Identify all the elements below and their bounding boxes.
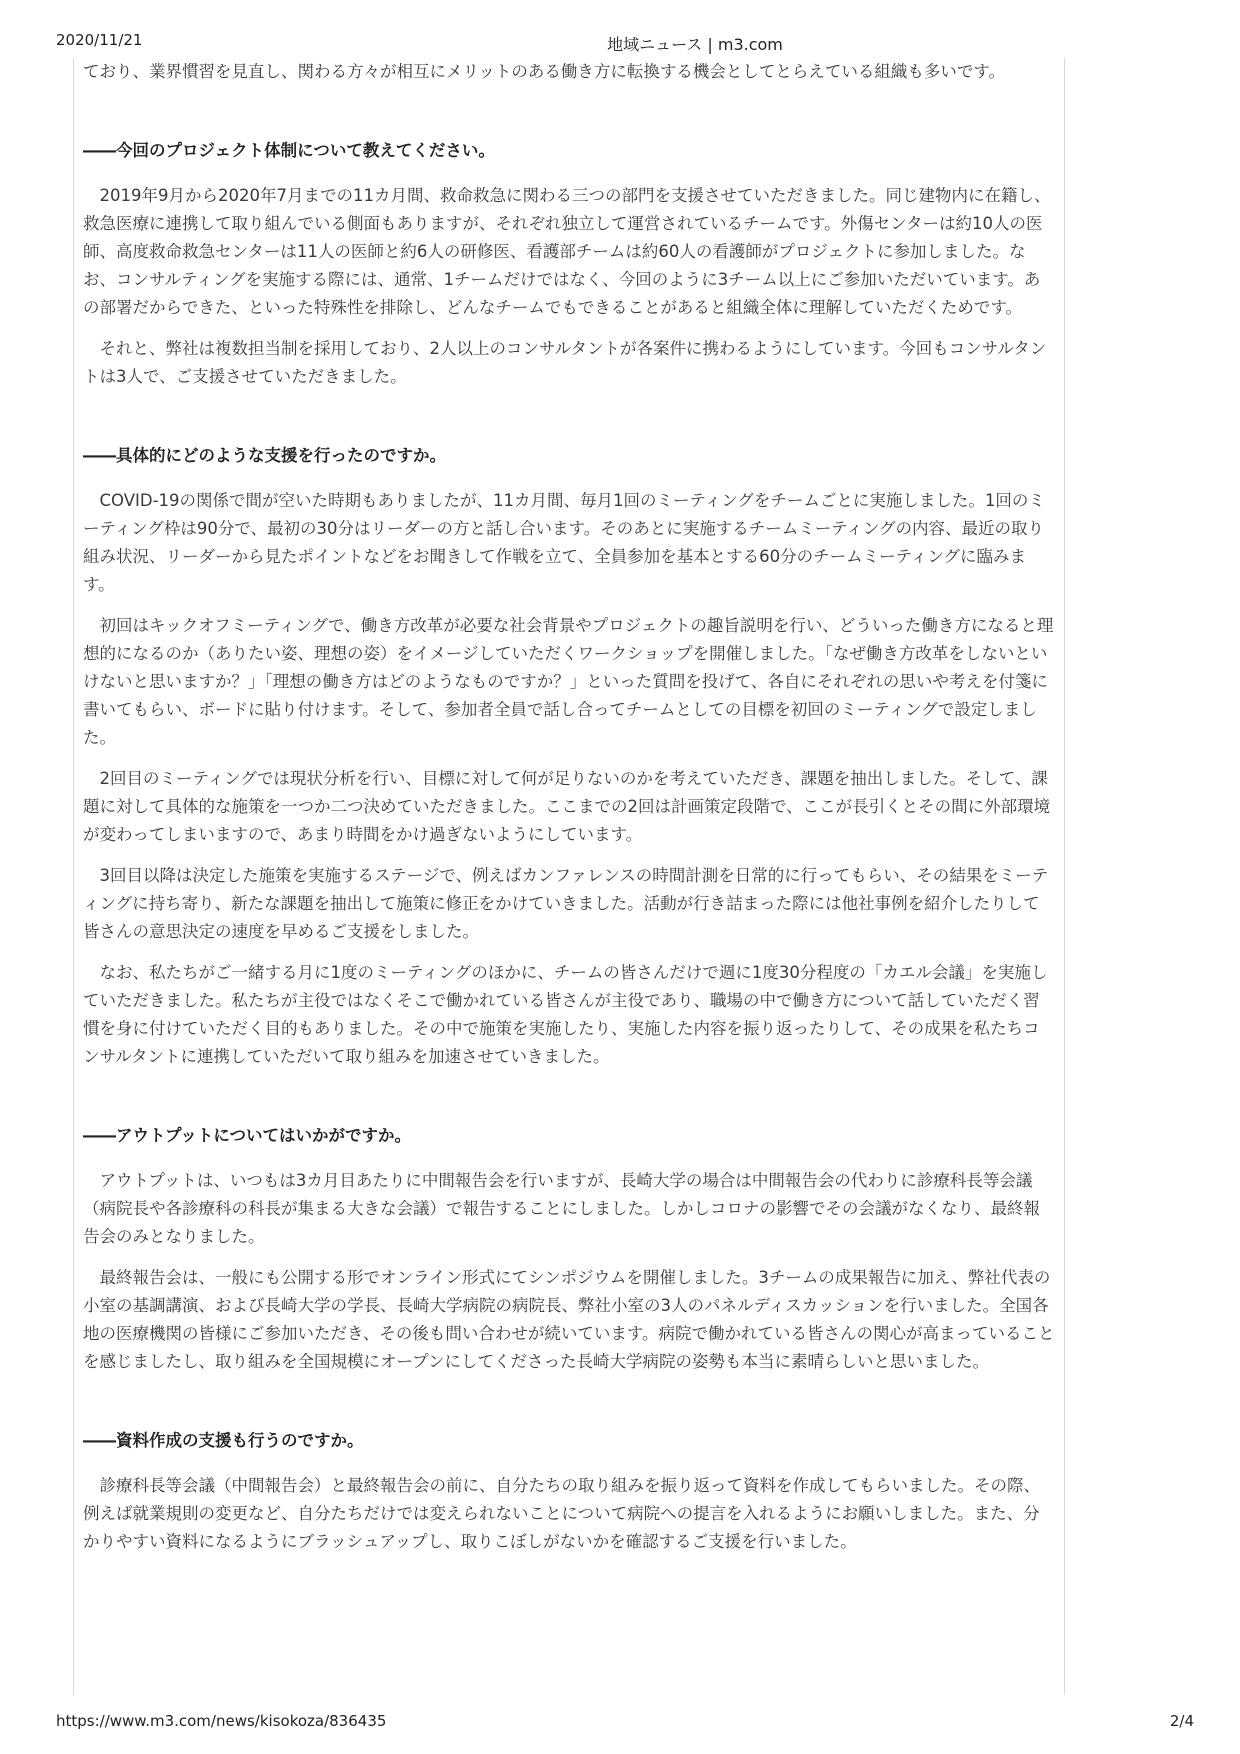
print-date: 2020/11/21 (56, 31, 143, 49)
section-materials-support (83, 1427, 1055, 1556)
section-question: ――具体的にどのような支援を行ったのですか。 (83, 446, 446, 465)
section-paragraph: 診療科長等会議（中間報告会）と最終報告会の前に、自分たちの取り組みを振り返って資料を作成してもらいました。その際、例えば就業規則の変更など、自分たちだけでは変えられないことについて病院への提言を入れるようにお願いしました。また、分かりやすい資料になるようにブラッシュアップし、取りこぼしがないかを確認するご支援を行いました。 (83, 1476, 1040, 1551)
section-paragraph: 2回目のミーティングでは現状分析を行い、目標に対して何が足りないのかを考えていただき、課題を抽出しました。そして、課題に対して具体的な施策を一つか二つ決めていただきました。ここまでの2回は計画策定段階で、ここが長引くとその間に外部環境が変わってしまいますので、あまり時間をかけ過ぎないようにしています。 (83, 769, 1051, 844)
intro-continuation: ており、業界慣習を見直し、関わる方々が相互にメリットのある働き方に転換する機会としてとらえている組織も多いです。 (83, 62, 1006, 81)
section-project-structure (83, 137, 1055, 391)
section-paragraph: 最終報告会は、一般にも公開する形でオンライン形式にてシンポジウムを開催しました。3チームの成果報告に加え、弊社代表の小室の基調講演、および長崎大学の学長、長崎大学病院の病院長、弊社小室の3人のパネルディスカッションを行いました。全国各地の医療機関の皆様にご参加いただき、その後も問い合わせが続いています。病院で働かれている皆さんの関心が高まっていることを感じましたし、取り組みを全国規模にオープンにしてくださった長崎大学病院の姿勢も本当に素晴らしいと思いました。 (83, 1268, 1055, 1371)
section-support-details (83, 442, 1055, 1071)
page-title: 地域ニュース | m3.com (607, 35, 783, 54)
article-body (83, 58, 1055, 1698)
section-paragraph: 3回目以降は決定した施策を実施するステージで、例えばカンファレンスの時間計測を日常的に行ってもらい、その結果をミーティングに持ち寄り、新たな課題を抽出して施策に修正をかけていきました。活動が行き詰まった際には他社事例を紹介したりして皆さんの意思決定の速度を早めるご支援をしました。 (83, 866, 1049, 941)
section-paragraph: 2019年9月から2020年7月までの11カ月間、救命救急に関わる三つの部門を支援させていただきました。同じ建物内に在籍し、救急医療に連携して取り組んでいる側面もありますが、それぞれ独立して運営されているチームです。外傷センターは約10人の医師、高度救命救急センターは11人の医師と約6人の研修医、看護部チームは約60人の看護師がプロジェクトに参加しました。なお、コンサルティングを実施する際には、通常、1チームだけではなく、今回のように3チーム以上にご参加いただいています。あの部署だからできた、といった特殊性を排除し、どんなチームでもできることがあると組織全体に理解していただくためです。 (83, 186, 1051, 317)
article-right-border (1064, 58, 1065, 1695)
article-left-border (73, 58, 74, 1695)
section-paragraph: 初回はキックオフミーティングで、働き方改革が必要な社会背景やプロジェクトの趣旨説明を行い、どういった働き方になると理想的になるのか（ありたい姿、理想の姿）をイメージしていただくワークショップを開催しました。「なぜ働き方改革をしないといけないと思いますか？」「理想の働き方はどのようなものですか？」といった質問を投げて、各自にそれぞれの思いや考えを付箋に書いてもらい、ボードに貼り付けます。そして、参加者全員で話し合ってチームとしての目標を初回のミーティングで設定しました。 (83, 616, 1054, 747)
source-url-link[interactable]: https://www.m3.com/news/kisokoza/836435 (56, 1712, 387, 1730)
section-question: ――今回のプロジェクト体制について教えてください。 (83, 141, 495, 160)
section-paragraph: アウトプットは、いつもは3カ月目あたりに中間報告会を行いますが、長崎大学の場合は中間報告会の代わりに診療科長等会議（病院長や各診療科の科長が集まる大きな会議）で報告することにしました。しかしコロナの影響でその会議がなくなり、最終報告会のみとなりました。 (83, 1171, 1040, 1246)
section-question: ――アウトプットについてはいかがですか。 (83, 1126, 412, 1145)
section-output (83, 1122, 1055, 1376)
section-paragraph: なお、私たちがご一緒する月に1度のミーティングのほかに、チームの皆さんだけで週に1度30分程度の「カエル会議」を実施していただきました。私たちが主役ではなくそこで働かれている皆さんが主役であり、職場の中で働き方について話していただく習慣を身に付けていただく目的もありました。その中で施策を実施したり、実施した内容を振り返ったりして、その成果を私たちコンサルタントに連携していただいて取り組みを加速させていきました。 (83, 963, 1048, 1066)
section-question: ――資料作成の支援も行うのですか。 (83, 1431, 364, 1450)
section-paragraph: COVID-19の関係で間が空いた時期もありましたが、11カ月間、毎月1回のミーティングをチームごとに実施しました。1回のミーティング枠は90分で、最初の30分はリーダーの方と話し合います。そのあとに実施するチームミーティングの内容、最近の取り組み状況、リーダーから見たポイントなどをお聞きして作戦を立て、全員参加を基本とする60分のチームミーティングに臨みます。 (83, 491, 1045, 594)
article-text (83, 58, 1055, 1556)
page-number: 2/4 (1169, 1712, 1194, 1730)
section-paragraph: それと、弊社は複数担当制を採用しており、2人以上のコンサルタントが各案件に携わるようにしています。今回もコンサルタントは3人で、ご支援させていただきました。 (83, 339, 1047, 386)
